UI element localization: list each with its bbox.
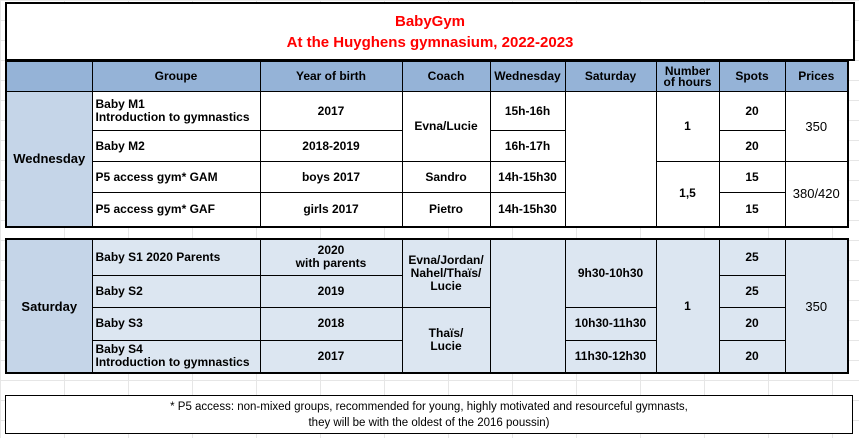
spots-cell: 25 — [719, 239, 785, 275]
spots-cell: 25 — [719, 275, 785, 307]
header-hours-line1: Number — [664, 63, 711, 78]
hours-cell: 1 — [656, 92, 719, 162]
year-cell: 2018 — [260, 307, 402, 340]
footnote-line: they will be with the oldest of the 2016 poussin) — [308, 416, 550, 429]
header-year: Year of birth — [260, 61, 402, 92]
spots-cell: 20 — [719, 92, 785, 131]
coach-line: Evna/Jordan/ — [408, 252, 484, 267]
title-main: BabyGym — [394, 12, 466, 30]
table-row — [6, 193, 848, 227]
wednesday-time-cell-empty — [490, 239, 565, 373]
title-box — [5, 2, 855, 61]
year-cell — [260, 239, 402, 275]
year-value: 2020 — [317, 243, 345, 258]
header-saturday: Saturday — [565, 61, 656, 92]
header-wednesday: Wednesday — [490, 61, 565, 92]
group-name: Baby M1 — [95, 97, 145, 111]
coach-cell — [402, 307, 490, 373]
group-cell: P5 access gym* GAF — [92, 193, 260, 227]
group-cell: Baby S1 2020 Parents — [92, 239, 260, 275]
title-sub: At the Huyghens gymnasium, 2022-2023 — [286, 33, 574, 51]
coach-cell: Pietro — [402, 193, 490, 227]
coach-line: Nahel/Thaïs/ — [410, 265, 482, 280]
wednesday-schedule-table — [5, 60, 849, 228]
saturday-time-cell: 9h30-10h30 — [565, 239, 656, 307]
day-label-wednesday: Wednesday — [6, 92, 92, 227]
table-row — [6, 307, 848, 340]
spots-cell: 20 — [719, 307, 785, 340]
group-cell: P5 access gym* GAM — [92, 162, 260, 193]
hours-cell: 1 — [656, 239, 719, 373]
saturday-time-cell: 11h30-12h30 — [565, 340, 656, 373]
price-cell: 350 — [785, 92, 848, 162]
header-spots: Spots — [719, 61, 785, 92]
coach-line: Thaïs/ — [428, 325, 464, 340]
year-cell: 2017 — [260, 92, 402, 131]
wednesday-time-cell: 15h-16h — [490, 92, 565, 131]
year-cell: 2019 — [260, 275, 402, 307]
group-cell: Baby M2 — [92, 131, 260, 162]
group-subtitle: Introduction to gymnastics — [95, 355, 250, 370]
day-label-saturday: Saturday — [6, 239, 92, 373]
header-row — [6, 61, 848, 92]
header-prices: Prices — [785, 61, 848, 92]
year-cell: girls 2017 — [260, 193, 402, 227]
spots-cell: 20 — [719, 340, 785, 373]
price-cell: 380/420 — [785, 162, 848, 227]
year-cell: boys 2017 — [260, 162, 402, 193]
year-cell: 2018-2019 — [260, 131, 402, 162]
wednesday-time-cell: 16h-17h — [490, 131, 565, 162]
header-coach: Coach — [402, 61, 490, 92]
wednesday-time-cell: 14h-15h30 — [490, 162, 565, 193]
hours-cell: 1,5 — [656, 162, 719, 227]
spots-cell: 15 — [719, 193, 785, 227]
table-row — [6, 239, 848, 275]
coach-cell: Evna/Lucie — [402, 92, 490, 162]
spots-cell: 20 — [719, 131, 785, 162]
year-cell: 2017 — [260, 340, 402, 373]
footnote-box — [5, 395, 853, 434]
spots-cell: 15 — [719, 162, 785, 193]
saturday-time-cell-empty — [565, 92, 656, 227]
saturday-time-cell: 10h30-11h30 — [565, 307, 656, 340]
group-cell: Baby S2 — [92, 275, 260, 307]
group-cell: Baby S3 — [92, 307, 260, 340]
header-hours — [656, 61, 719, 92]
group-cell — [92, 92, 260, 131]
group-name: Baby S4 — [95, 342, 143, 357]
wednesday-time-cell: 14h-15h30 — [490, 193, 565, 227]
coach-cell: Sandro — [402, 162, 490, 193]
coach-line: Lucie — [430, 278, 462, 293]
saturday-schedule-table — [5, 238, 849, 374]
coach-cell — [402, 239, 490, 307]
coach-line: Lucie — [430, 338, 462, 353]
header-blank — [6, 61, 92, 92]
table-row — [6, 162, 848, 193]
group-cell — [92, 340, 260, 373]
header-hours-line2: of hours — [663, 74, 712, 89]
group-subtitle: Introduction to gymnastics — [95, 110, 250, 124]
price-cell: 350 — [785, 239, 848, 373]
year-note: with parents — [295, 256, 367, 271]
footnote-line: * P5 access: non-mixed groups, recommended for young, highly motivated and resourceful gymnasts, — [170, 400, 688, 413]
table-row — [6, 92, 848, 131]
header-groupe: Groupe — [92, 61, 260, 92]
